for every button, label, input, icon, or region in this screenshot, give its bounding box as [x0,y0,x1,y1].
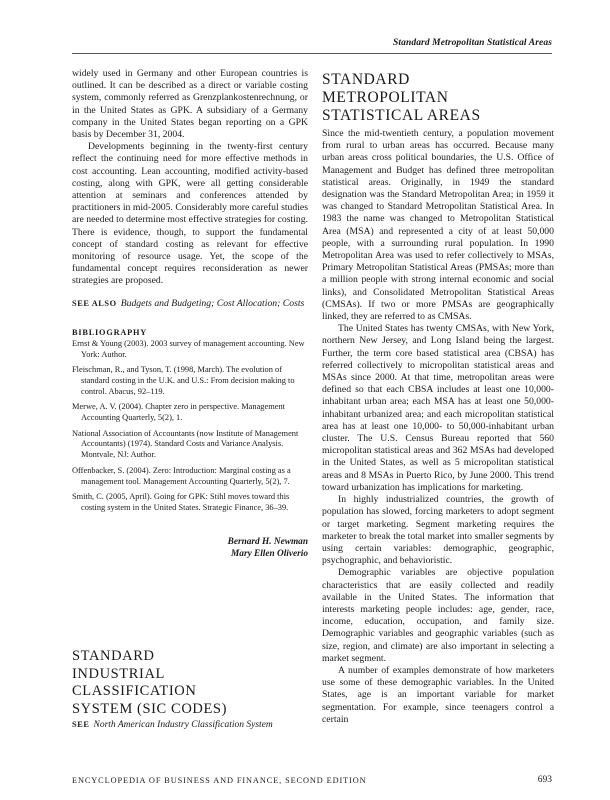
see-also-label: SEE ALSO [72,298,117,308]
sic-title-line: INDUSTRIAL [72,665,165,682]
right-paragraph-5: A number of examples demonstrate of how marketers use some of these demographic variables. In the United States, age is an important variable for market segmentation. For example, since teenagers control a certain [322,664,554,725]
sic-title-line: STANDARD [72,648,155,664]
bibliography-entry: Merwe, A. V. (2004). Chapter zero in perspective. Management Accounting Quarterly, 5(2), 1. [72,402,285,423]
sic-see-label: SEE [72,720,90,729]
see-also-links[interactable]: Budgets and Budgeting; Cost Allocation; Costs [120,297,305,309]
see-also [72,298,308,310]
header-rule [72,53,552,54]
running-head: Standard Metropolitan Statistical Areas [392,38,552,48]
authors [72,536,308,560]
bibliography-entry: Ernst & Young (2003). 2003 survey of management accounting. New York: Author. [72,338,305,359]
entry-title-line: STANDARD [322,71,410,88]
author-name: Mary Ellen Oliverio [231,548,308,559]
entry-title-line: STATISTICAL AREAS [322,107,481,124]
right-paragraph-1: Since the mid-twentieth century, a population movement from rural to urban areas has occurred. Because many urban areas cross political boundaries, the U.S. Office of Management and Budget has defined three metropolitan statistical areas. Originally, in 1949 the standard designation was the Standard Metropolitan Area; in 1959 it was changed to Standard Metropolitan Statistical Area. In 1983 the name was changed to Metropolitan Statistical Area (MSA) and represented a city of at least 50,000 people, with a surrounding rural population. In 1990 Metropolitan Area was used to refer collectively to MSAs, Primary Metropolitan Statistical Areas (PMSAs; more than a million people with strong internal economic and social links), and Consolidated Metropolitan Statistical Areas (CMSAs). If two or more PMSAs are geographically linked, they are referred to as CMSAs. [322,128,554,323]
bibliography-entry: Smith, C. (2005, April). Going for GPK: Stihl moves toward this costing system in the United States. Strategic Finance, 36–39. [72,492,290,512]
sic-see-reference [72,719,308,731]
sic-entry-title [72,648,308,718]
bibliography-entry: Offenbacker, S. (2004). Zero: Introduction: Marginal costing as a management tool. Management Accounting Quarterly, 5(2), 7. [72,465,291,486]
entry-title [322,71,554,125]
footer-title: ENCYCLOPEDIA OF BUSINESS AND FINANCE, SECOND EDITION [72,776,367,785]
left-column [72,68,308,560]
bibliography-entry: National Association of Accountants (now Institute of Management Accountants) (1974). Standard Costs and Variance Analysis. Montvale, NJ: Author. [72,428,299,460]
bibliography-heading: BIBLIOGRAPHY [72,327,148,337]
left-paragraph-2: Developments beginning in the twenty-first century reflect the continuing need for more effective methods in cost accounting. Lean accounting, modified activity-based costing, along with GPK, were all getting considerable attention at seminars and conferences attended by practitioners in mid-2005. Considerably more careful studies are needed to determine most effective strategies for costing. There is evidence, though, to support the fundamental concept of standard costing as relevant for effective monitoring of resource usage. Yet, the scope of the fundamental concept requires reconsideration as newer strategies are proposed. [72,141,308,287]
right-paragraph-4: Demographic variables are objective population characteristics that are easily collected and readily available in the United States. The information that interests marketing people includes: age, gender, race, income, education, occupation, and family size. Demographic variables and geographic variables (such as size, region, and climate) are also important in selecting a market segment. [322,567,554,664]
right-paragraph-2: The United States has twenty CMSAs, with New York, northern New Jersey, and Long Island being the largest. Further, the term core based statistical area (CBSA) has referred collectively to micropolitan statistical areas and MSAs since 2000. At that time, metropolitan areas were defined so that each CBSA includes at least one 10,000-inhabitant urban area; each MSA has at least one 50,000-inhabitant urbanized area; and each micropolitan statistical area has at least one 10,000- to 50,000-inhabitant urban cluster. The U.S. Census Bureau reported that 560 micropolitan statistical areas and 362 MSAs had developed in the United States, as well as 5 micropolitan statistical areas and 8 MSAs in Puerto Rico, by June 2000. This trend toward urbanization has implications for marketing. [322,323,554,493]
left-paragraph-1: widely used in Germany and other European countries is outlined. It can be described as a direct or variable costing system, commonly referred as Grenzplankostenrechnung, or in the United States as GPK. A subsidiary of a Germany company in the United States began reporting on a GPK basis by December 31, 2004. [72,68,308,141]
author-name: Bernard H. Newman [227,536,308,547]
sic-title-line: CLASSIFICATION [72,683,197,699]
entry-title-line: METROPOLITAN [322,89,449,106]
sic-title-line: SYSTEM (SIC CODES) [72,700,228,717]
sic-see-link[interactable]: North American Industry Classification System [93,720,273,730]
page-number: 693 [537,775,552,785]
right-paragraph-3: In highly industrialized countries, the growth of population has slowed, forcing marketers to adopt segment or target marketing. Segment marketing requires the marketer to break the total market into smaller segments by using certain variables: demographic, geographic, psychographic, and behavioristic. [322,494,554,567]
right-column [322,68,554,726]
bibliography-entry: Fleischman, R., and Tyson, T. (1998, March). The evolution of standard costing in the U.K. and U.S.: From decision making to control. Abacus, 92–119. [72,365,295,396]
